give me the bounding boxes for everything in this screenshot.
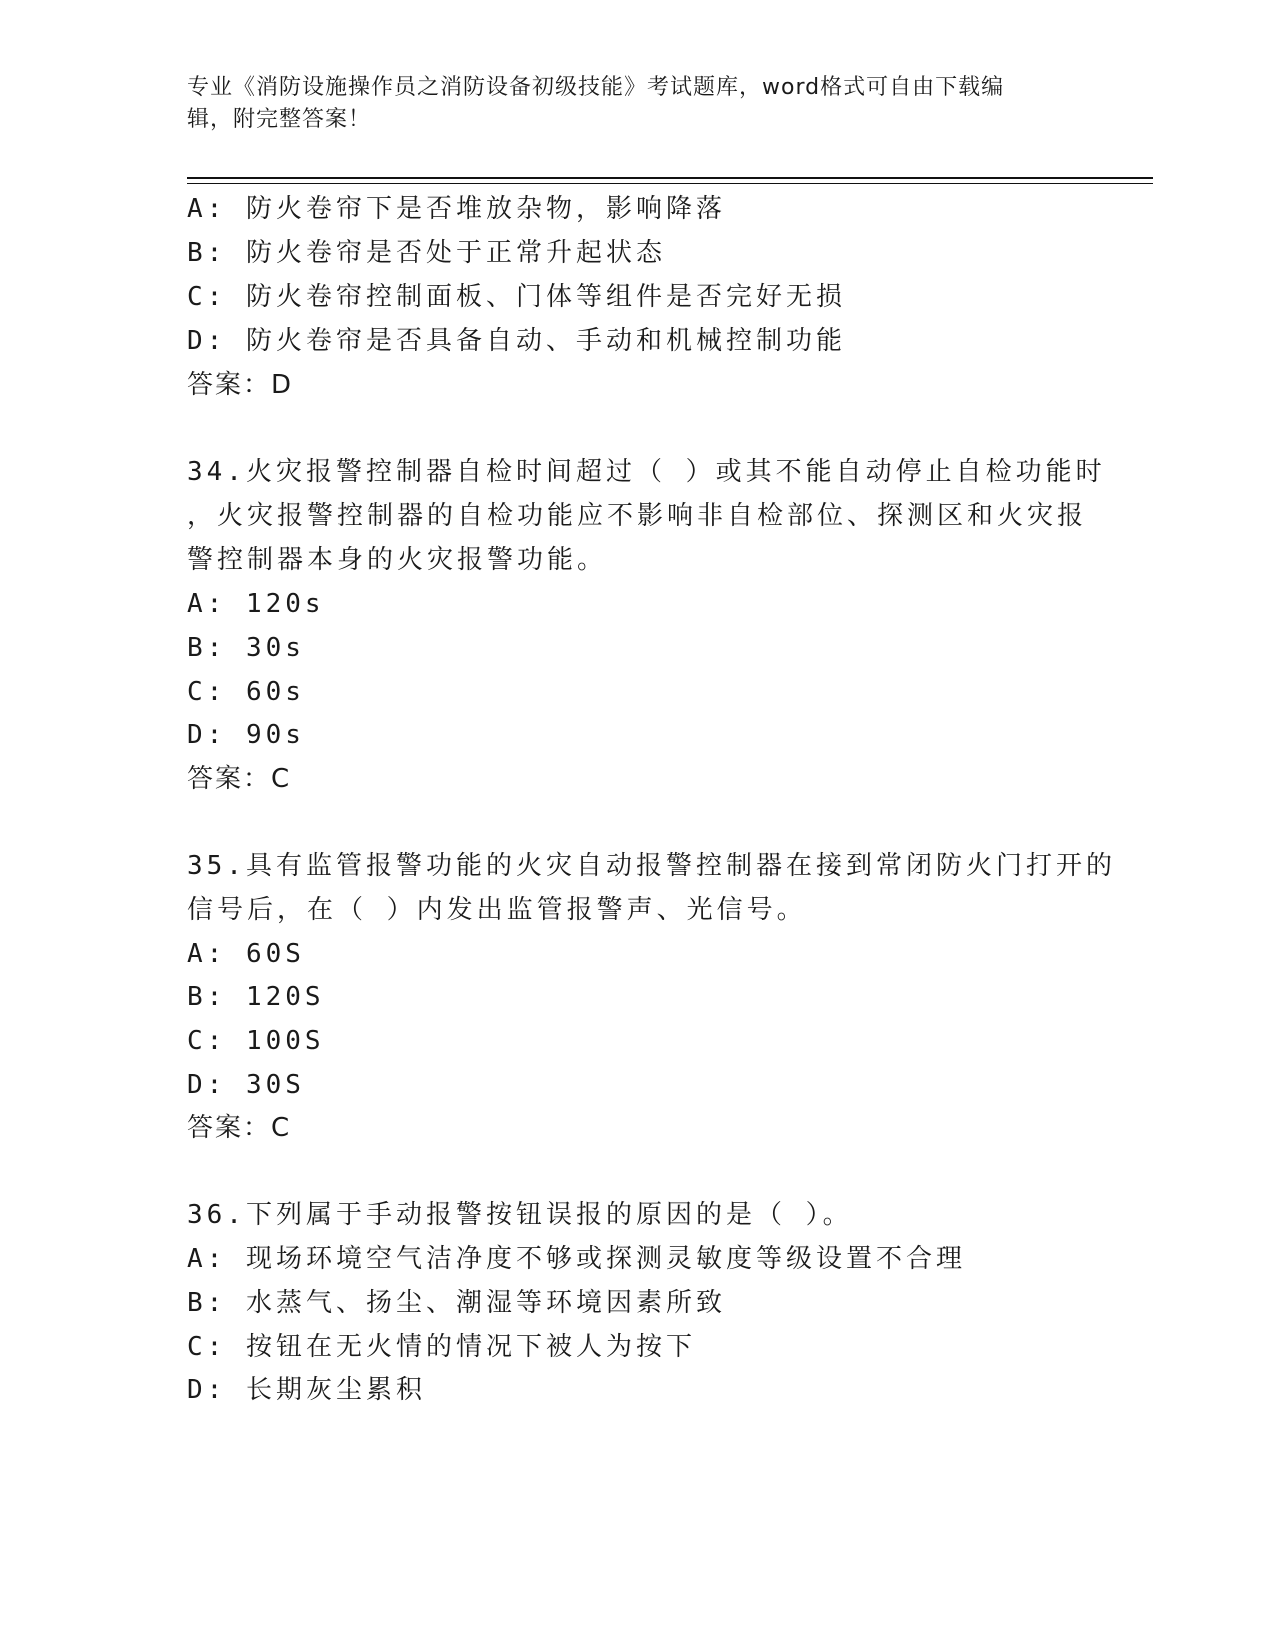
q36-option-d: D: 长期灰尘累积 <box>187 1375 426 1405</box>
q35-stem-line-1: 35.具有监管报警功能的火灾自动报警控制器在接到常闭防火门打开的 <box>187 851 1116 881</box>
q35-option-a: A: 60S <box>187 939 305 969</box>
q36-option-c: C: 按钮在无火情的情况下被人为按下 <box>187 1332 696 1362</box>
q36-option-a: A: 现场环境空气洁净度不够或探测灵敏度等级设置不合理 <box>187 1244 966 1274</box>
q33-answer: 答案：D <box>187 370 294 400</box>
q34-stem-line-2: ，火灾报警控制器的自检功能应不影响非自检部位、探测区和火灾报 <box>187 501 1088 531</box>
q34-stem-line-1: 34.火灾报警控制器自检时间超过（ ）或其不能自动停止自检功能时 <box>187 457 1106 487</box>
q35-stem-line-2: 信号后，在（ ）内发出监管报警声、光信号。 <box>187 895 807 925</box>
header-line-1: 专业《消防设施操作员之消防设备初级技能》考试题库，word格式可自由下载编 <box>187 75 1005 100</box>
q34-stem-line-3: 警控制器本身的火灾报警功能。 <box>187 545 608 575</box>
q34-option-c: C: 60s <box>187 677 305 707</box>
q33-option-c: C: 防火卷帘控制面板、门体等组件是否完好无损 <box>187 282 846 312</box>
header-divider-thin <box>187 183 1153 184</box>
q34-option-b: B: 30s <box>187 633 305 663</box>
q35-option-c: C: 100S <box>187 1026 325 1056</box>
q34-answer: 答案：C <box>187 764 292 794</box>
header-divider-thick <box>187 177 1153 179</box>
document-header <box>187 72 1067 136</box>
q36-stem-line-1: 36.下列属于手动报警按钮误报的原因的是（ ）。 <box>187 1200 853 1230</box>
q35-answer: 答案：C <box>187 1113 292 1143</box>
q33-option-b: B: 防火卷帘是否处于正常升起状态 <box>187 238 666 268</box>
header-line-2: 辑，附完整答案！ <box>187 107 372 132</box>
q34-option-a: A: 120s <box>187 589 325 619</box>
q33-option-a: A: 防火卷帘下是否堆放杂物，影响降落 <box>187 194 726 224</box>
q33-option-d: D: 防火卷帘是否具备自动、手动和机械控制功能 <box>187 326 846 356</box>
q35-option-b: B: 120S <box>187 982 325 1012</box>
q35-option-d: D: 30S <box>187 1070 305 1100</box>
q36-option-b: B: 水蒸气、扬尘、潮湿等环境因素所致 <box>187 1288 726 1318</box>
q34-option-d: D: 90s <box>187 720 305 750</box>
